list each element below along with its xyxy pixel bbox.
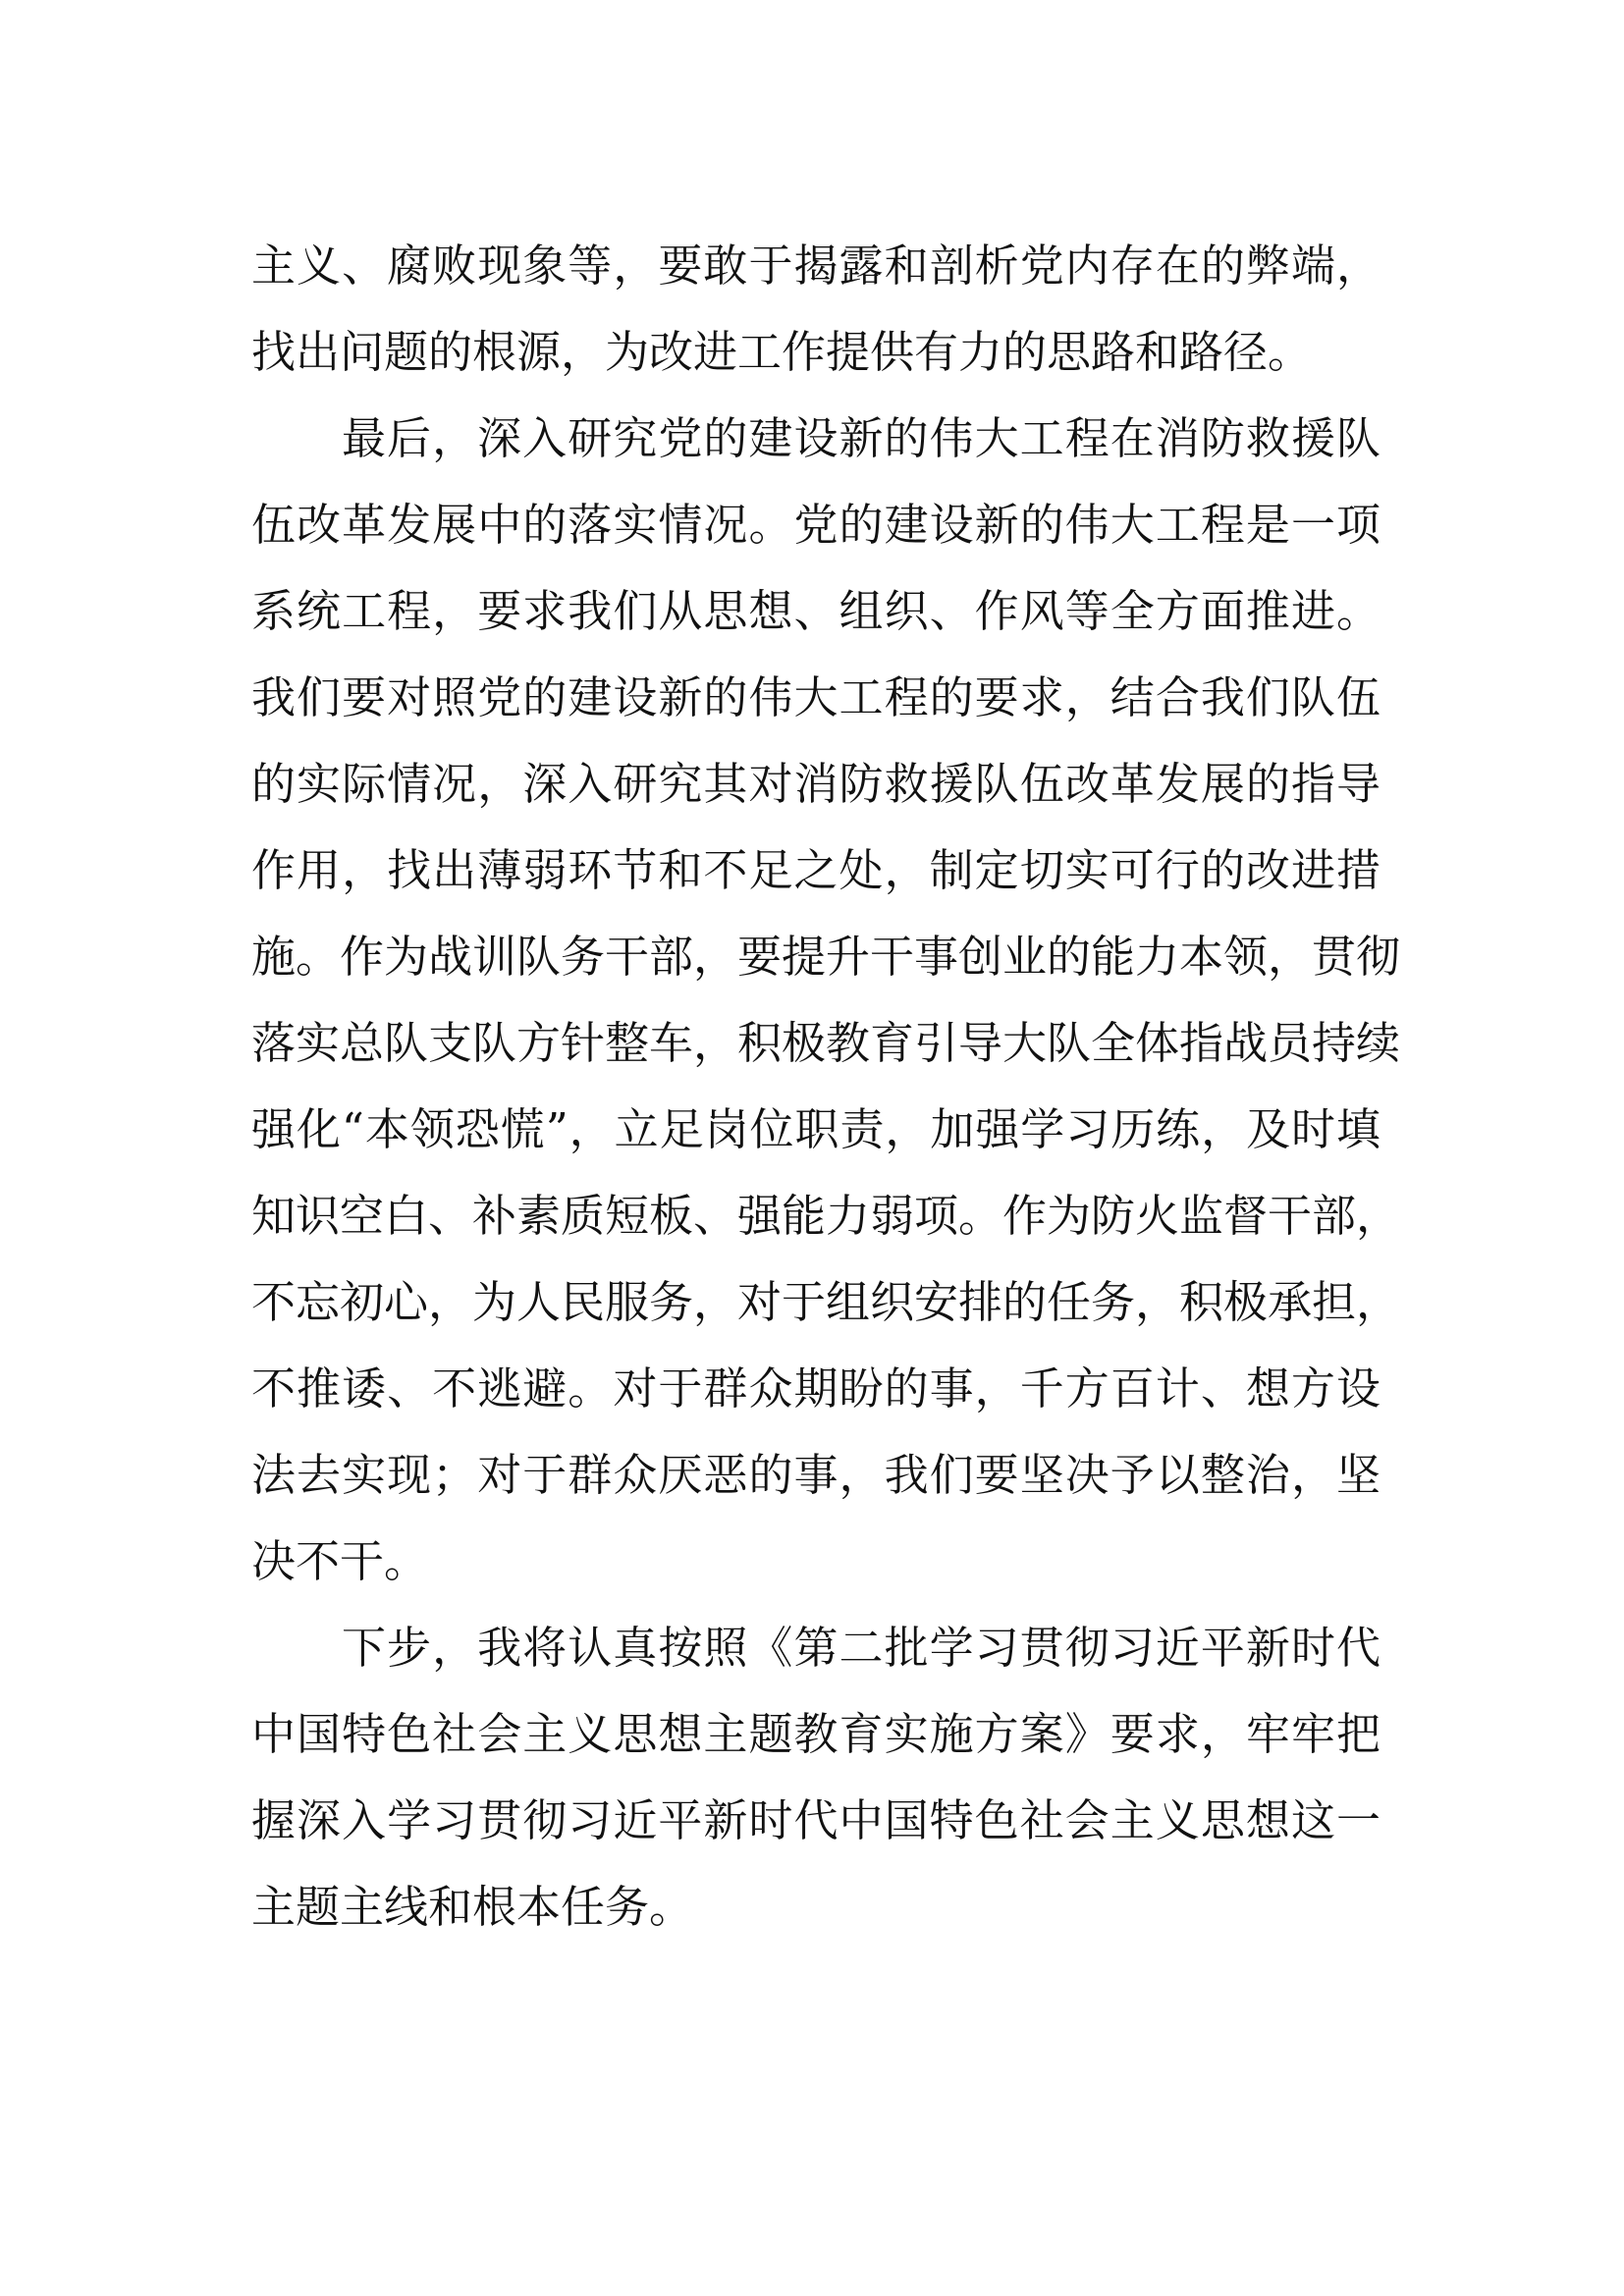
text-line: 伍改革发展中的落实情况。党的建设新的伟大工程是一项: [251, 499, 1380, 551]
text-line: 落实总队支队方针整车，积极教育引导大队全体指战员持续: [251, 1017, 1401, 1069]
text-line: 系统工程，要求我们从思想、组织、作风等全方面推进。: [251, 585, 1380, 637]
text-line: 握深入学习贯彻习近平新时代中国特色社会主义思想这一: [251, 1794, 1380, 1846]
text-line: 法去实现；对于群众厌恶的事，我们要坚决予以整治，坚: [251, 1449, 1380, 1501]
text-line: 主义、腐败现象等，要敢于揭露和剖析党内存在的弊端，: [251, 240, 1380, 292]
text-line: 中国特色社会主义思想主题教育实施方案》要求，牢牢把: [251, 1708, 1380, 1760]
text-line: 找出问题的根源，为改进工作提供有力的思路和路径。: [251, 326, 1313, 378]
text-line: 不忘初心，为人民服务，对于组织安排的任务，积极承担，: [251, 1276, 1401, 1328]
text-line: 不推诿、不逃避。对于群众期盼的事，千方百计、想方设: [251, 1362, 1380, 1415]
text-line: 决不干。: [251, 1535, 429, 1587]
text-line: 施。作为战训队务干部，要提升干事创业的能力本领，贯彻: [251, 931, 1401, 983]
text-line: 主题主线和根本任务。: [251, 1881, 694, 1933]
document-page: [251, 223, 1401, 1950]
text-line: 的实际情况，深入研究其对消防救援队伍改革发展的指导: [251, 758, 1380, 810]
text-line: 下步，我将认真按照《第二批学习贯彻习近平新时代: [342, 1622, 1380, 1674]
text-line: 我们要对照党的建设新的伟大工程的要求，结合我们队伍: [251, 671, 1380, 723]
text-line: 知识空白、补素质短板、强能力弱项。作为防火监督干部，: [251, 1190, 1401, 1242]
text-line: 强化“本领恐慌”，立足岗位职责，加强学习历练，及时填: [251, 1103, 1380, 1155]
text-line: 最后，深入研究党的建设新的伟大工程在消防救援队: [342, 412, 1380, 464]
text-line: 作用，找出薄弱环节和不足之处，制定切实可行的改进措: [251, 844, 1380, 896]
